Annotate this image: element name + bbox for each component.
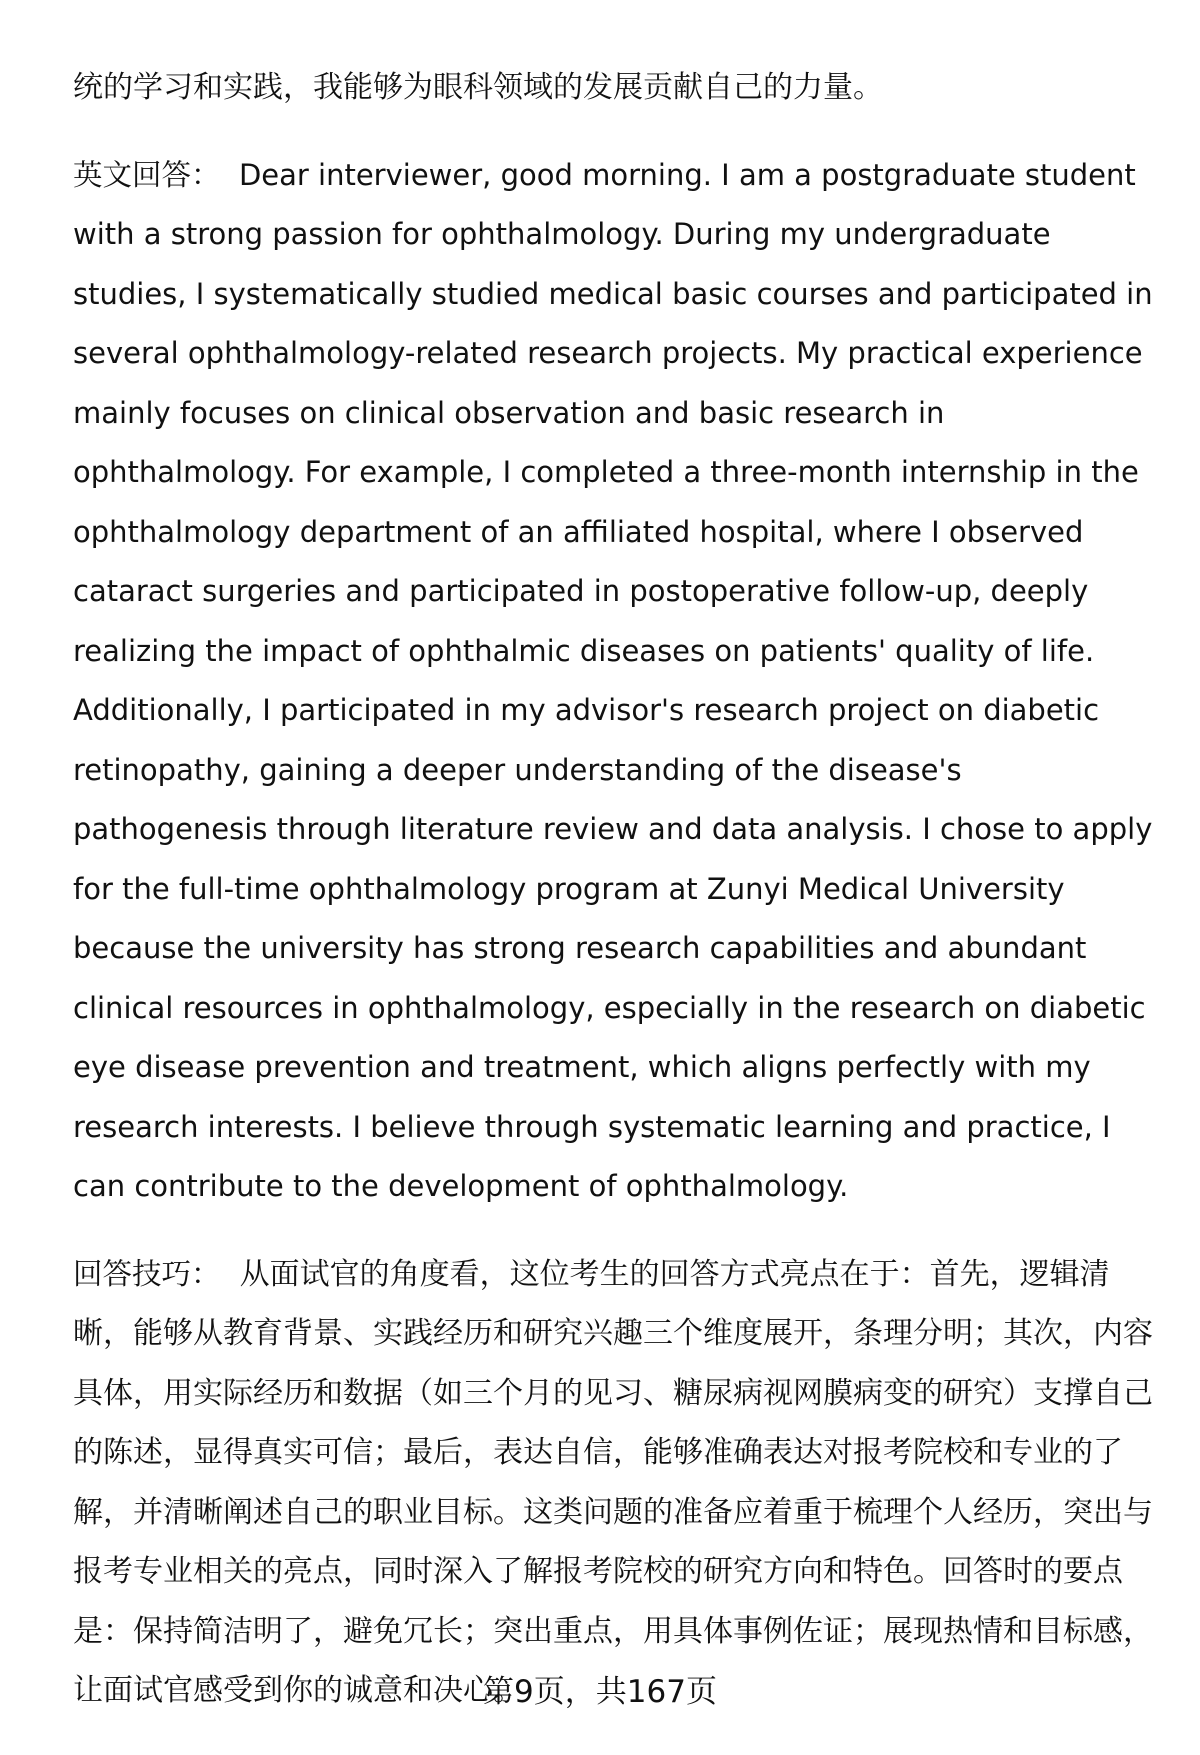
paragraph-answer-tips [73, 1245, 1158, 1721]
answer-tips-label: 回答技巧： [73, 1256, 221, 1291]
paragraph-intro-tail: 统的学习和实践，我能够为眼科领域的发展贡献自己的力量。 [73, 70, 883, 105]
english-answer-text: Dear interviewer, good morning. I am a postgraduate student with a strong passion for ophthalmology. During my undergraduate studies, I systematically studied medical basic courses and participated in several ophthalmology-related research projects. My practical experience mainly focuses on clinical observation and basic research in ophthalmology. For example, I completed a three-month internship in the ophthalmology department of an affiliated hospital, where I observed cataract surgeries and participated in postoperative follow-up, deeply realizing the impact of ophthalmic diseases on patients' quality of life. Additionally, I participated in my advisor's research project on diabetic retinopathy, gaining a deeper understanding of the disease's pathogenesis through literature review and data analysis. I chose to apply for the full-time ophthalmology program at Zunyi Medical University because the university has strong research capabilities and abundant clinical resources in ophthalmology, especially in the research on diabetic eye disease prevention and treatment, which aligns perfectly with my research interests. I believe through systematic learning and practice, I can contribute to the development of ophthalmology. [73, 157, 1153, 1203]
english-answer-label: 英文回答： [73, 157, 221, 192]
page-number-footer: 第9页，共167页 [483, 1674, 717, 1710]
answer-tips-text: 从面试官的角度看，这位考生的回答方式亮点在于：首先，逻辑清晰，能够从教育背景、实践经历和研究兴趣三个维度展开，条理分明；其次，内容具体，用实际经历和数据（如三个月的见习、糖尿病视网膜病变的研究）支撑自己的陈述，显得真实可信；最后，表达自信，能够准确表达对报考院校和专业的了解，并清晰阐述自己的职业目标。这类问题的准备应着重于梳理个人经历，突出与报考专业相关的亮点，同时深入了解报考院校的研究方向和特色。回答时的要点是：保持简洁明了，避免冗长；突出重点，用具体事例佐证；展现热情和目标感，让面试官感受到你的诚意和决心。 [73, 1256, 1153, 1708]
page-content [73, 58, 1158, 1721]
paragraph-english-answer [73, 146, 1158, 1217]
